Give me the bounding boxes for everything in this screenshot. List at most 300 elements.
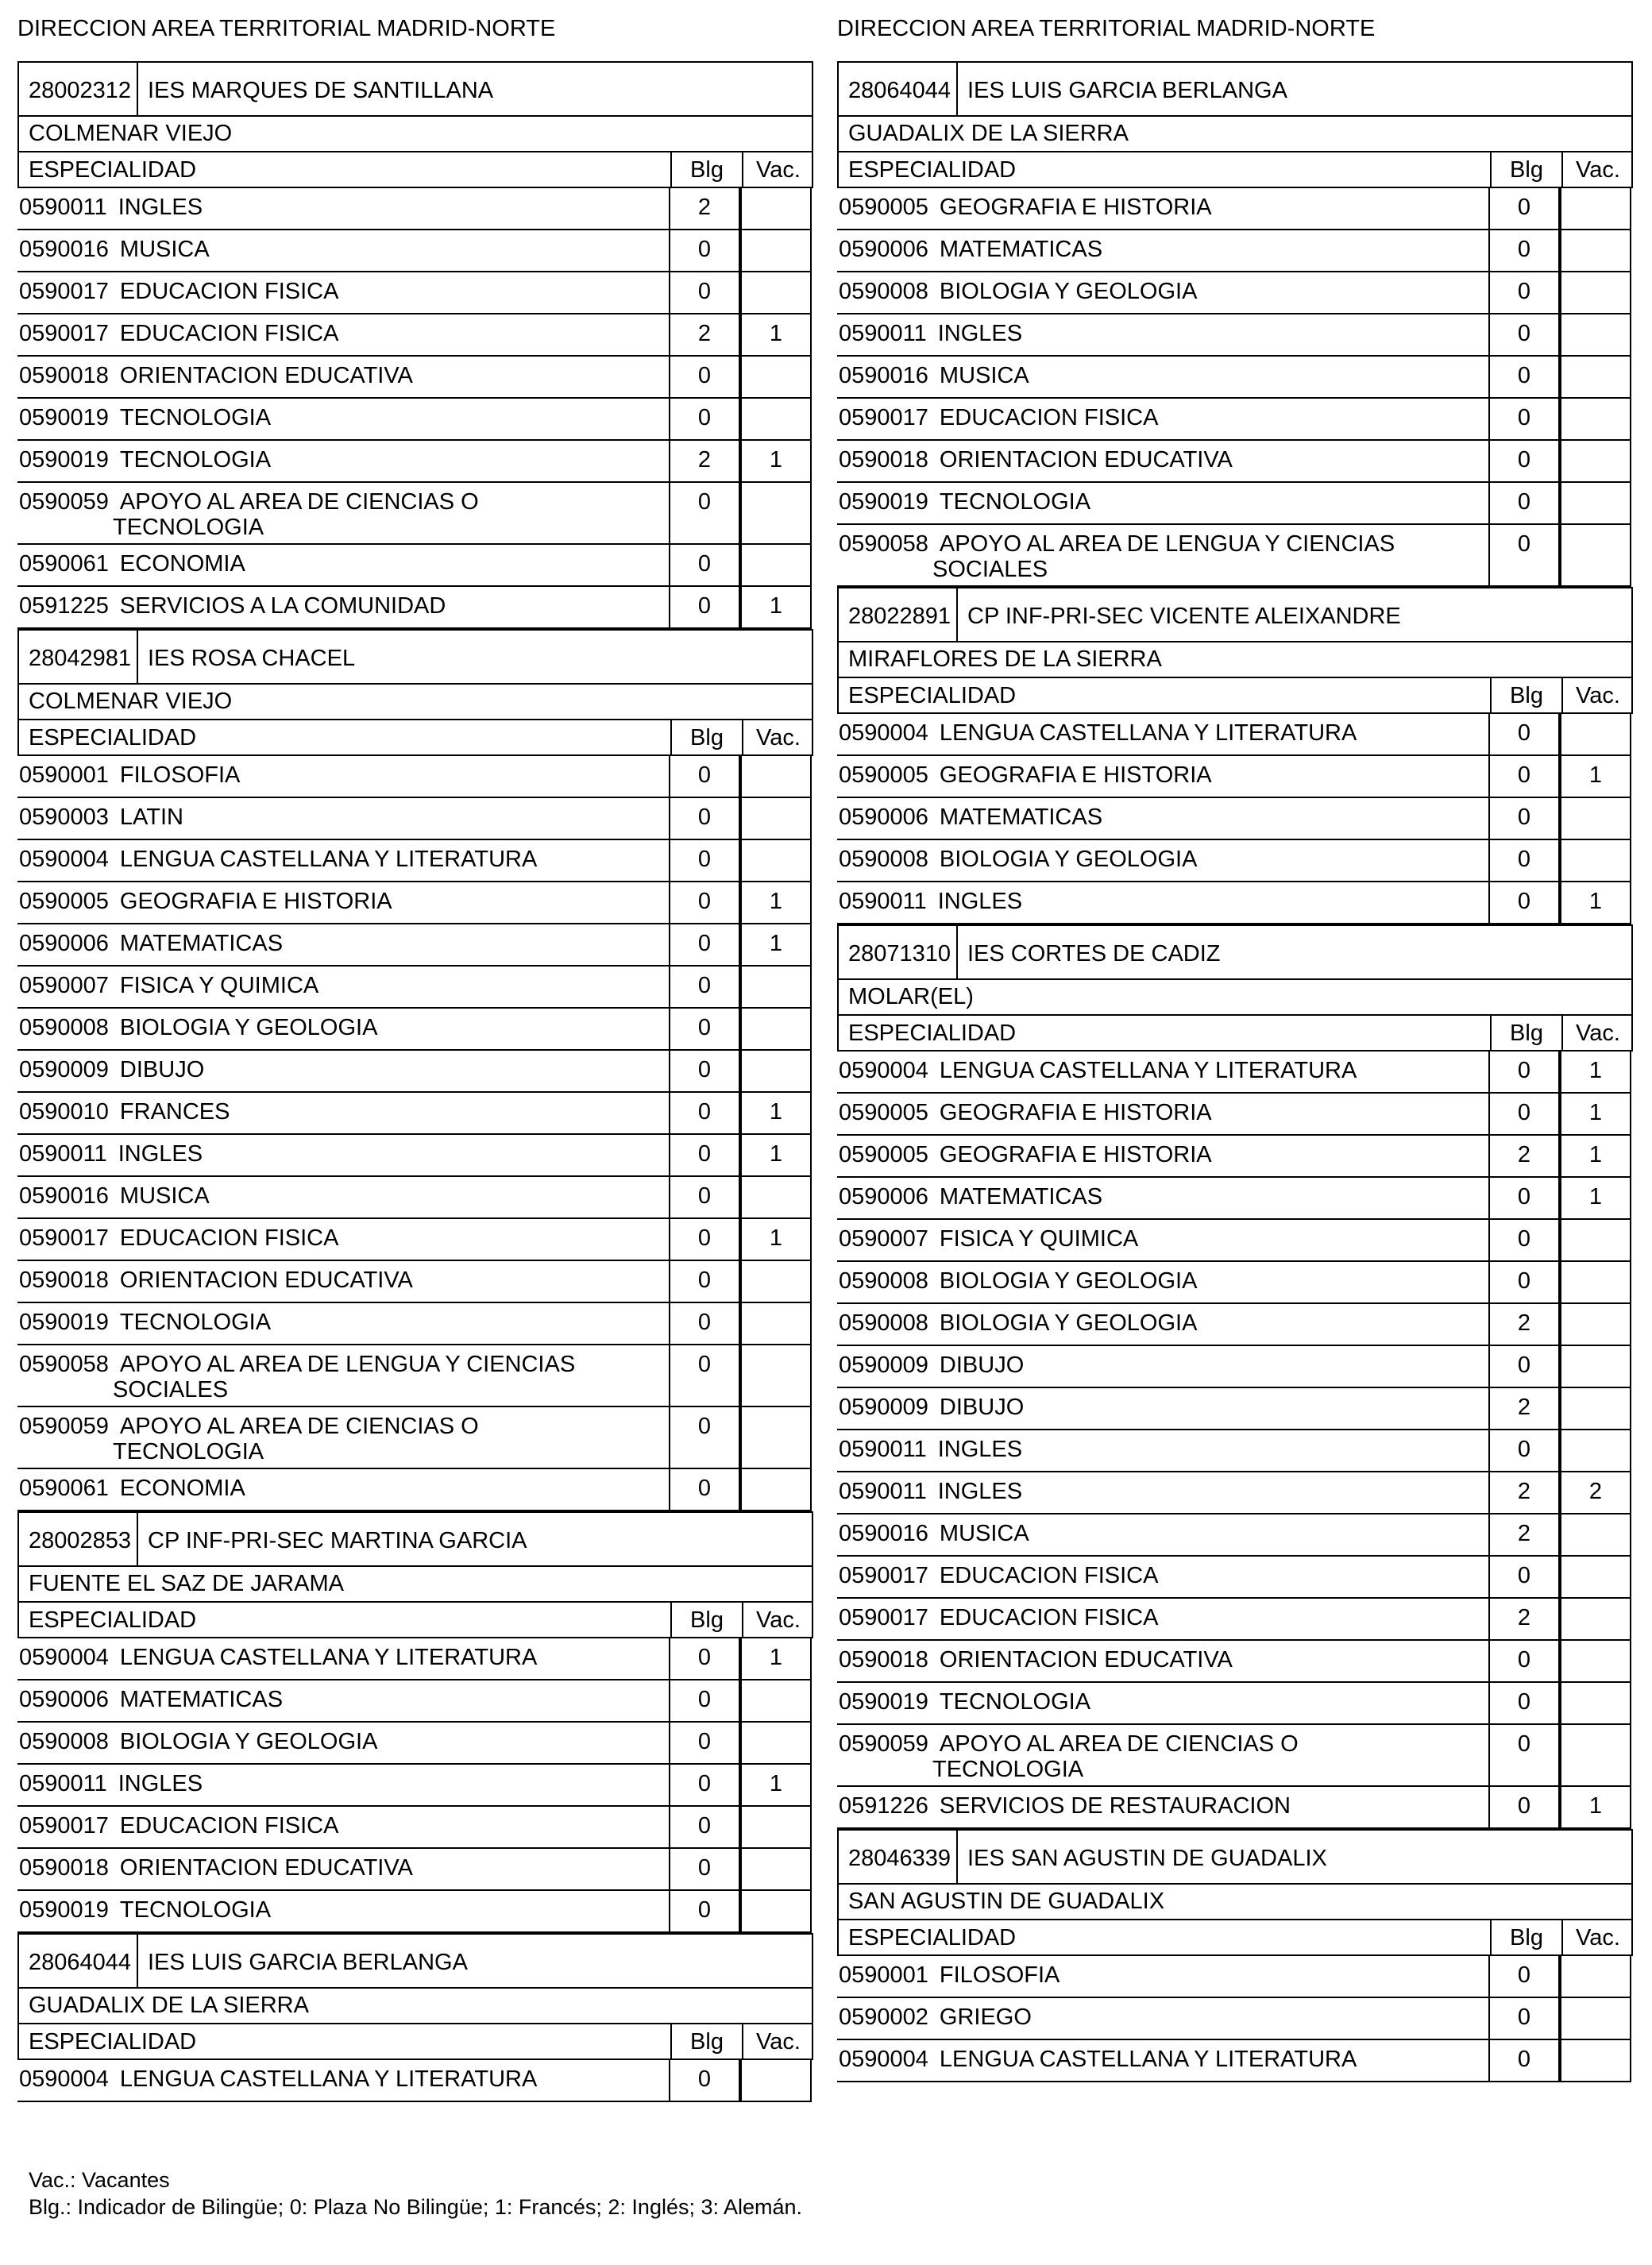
blg-cell: 0 bbox=[1488, 525, 1560, 587]
blg-cell: 0 bbox=[669, 1407, 740, 1469]
table-row bbox=[17, 230, 813, 272]
school-block bbox=[837, 924, 1633, 1829]
header-vac: Vac. bbox=[1561, 1920, 1633, 1954]
blg-cell: 0 bbox=[1488, 483, 1560, 525]
specialty-code: 0590004 bbox=[839, 1058, 928, 1083]
blg-cell: 0 bbox=[669, 272, 740, 314]
table-row bbox=[837, 1557, 1633, 1599]
vac-cell bbox=[1560, 272, 1631, 314]
table-row bbox=[837, 1599, 1633, 1641]
specialty-cell bbox=[17, 1009, 669, 1051]
specialty-name: MUSICA bbox=[939, 1521, 1029, 1546]
blg-cell: 0 bbox=[669, 1469, 740, 1511]
specialty-cell bbox=[17, 188, 669, 230]
specialty-name: INGLES bbox=[937, 889, 1023, 914]
school-block bbox=[837, 61, 1633, 587]
specialty-name: SERVICIOS A LA COMUNIDAD bbox=[119, 593, 446, 619]
table-row bbox=[17, 1638, 813, 1680]
table-row bbox=[837, 314, 1633, 357]
vac-cell: 1 bbox=[740, 924, 812, 967]
specialty-name: APOYO AL AREA DE CIENCIAS O bbox=[119, 1414, 479, 1439]
specialty-code: 0590018 bbox=[839, 447, 928, 473]
specialty-name: TECNOLOGIA bbox=[939, 489, 1091, 515]
vac-cell: 1 bbox=[740, 314, 812, 357]
table-row bbox=[17, 967, 813, 1009]
table-row bbox=[837, 1787, 1633, 1829]
specialty-name: BIOLOGIA Y GEOLOGIA bbox=[119, 1015, 378, 1040]
table-row bbox=[837, 1956, 1633, 1998]
school-header bbox=[17, 1511, 813, 1567]
table-body bbox=[17, 2060, 813, 2102]
specialty-cell bbox=[17, 756, 669, 798]
specialty-name: LENGUA CASTELLANA Y LITERATURA bbox=[939, 720, 1357, 746]
school-code: 28046339 bbox=[839, 1831, 958, 1883]
blg-cell: 0 bbox=[669, 1891, 740, 1933]
header-vac: Vac. bbox=[1561, 678, 1633, 712]
vac-cell: 1 bbox=[1560, 1136, 1631, 1178]
blg-cell: 0 bbox=[1488, 441, 1560, 483]
table-row bbox=[837, 1094, 1633, 1136]
table-row bbox=[837, 1262, 1633, 1304]
specialty-cell bbox=[17, 399, 669, 441]
specialty-code: 0590017 bbox=[839, 1563, 928, 1588]
specialty-code: 0590004 bbox=[839, 720, 928, 746]
vac-cell bbox=[1560, 1388, 1631, 1430]
vac-cell bbox=[740, 272, 812, 314]
blg-cell: 0 bbox=[669, 1680, 740, 1723]
specialty-cell bbox=[17, 441, 669, 483]
specialty-code: 0590006 bbox=[839, 805, 928, 830]
school-block bbox=[17, 1511, 813, 1933]
table-body bbox=[837, 714, 1633, 924]
vac-cell bbox=[740, 1177, 812, 1219]
specialty-code: 0590007 bbox=[19, 973, 109, 998]
specialty-name: MATEMATICAS bbox=[939, 805, 1103, 830]
blg-cell: 0 bbox=[669, 399, 740, 441]
specialty-code: 0590019 bbox=[839, 1689, 928, 1715]
blg-cell: 0 bbox=[1488, 1346, 1560, 1388]
vac-cell bbox=[740, 1849, 812, 1891]
specialty-cell bbox=[17, 1177, 669, 1219]
specialty-code: 0590017 bbox=[839, 405, 928, 430]
blg-cell: 0 bbox=[669, 1765, 740, 1807]
specialty-cell bbox=[837, 1304, 1488, 1346]
vac-cell bbox=[1560, 357, 1631, 399]
specialty-name: EDUCACION FISICA bbox=[939, 1605, 1159, 1630]
school-name: IES CORTES DE CADIZ bbox=[967, 941, 1221, 967]
specialty-cell bbox=[17, 314, 669, 357]
blg-cell: 0 bbox=[669, 1135, 740, 1177]
table-column-headers bbox=[837, 1016, 1633, 1051]
school-name: IES LUIS GARCIA BERLANGA bbox=[148, 1950, 468, 1975]
specialty-cell bbox=[17, 483, 669, 545]
vac-cell bbox=[740, 1407, 812, 1469]
column-header: DIRECCION AREA TERRITORIAL MADRID-NORTE bbox=[837, 16, 1376, 41]
specialty-name: MATEMATICAS bbox=[939, 1184, 1103, 1210]
table-row bbox=[837, 840, 1633, 882]
specialty-cell bbox=[837, 483, 1488, 525]
table-row bbox=[17, 441, 813, 483]
specialty-cell bbox=[837, 1725, 1488, 1787]
vac-cell bbox=[740, 483, 812, 545]
blg-cell: 0 bbox=[669, 1051, 740, 1093]
specialty-name: BIOLOGIA Y GEOLOGIA bbox=[939, 847, 1198, 872]
table-column-headers bbox=[837, 1920, 1633, 1956]
specialty-cell bbox=[17, 1407, 669, 1469]
table-row bbox=[17, 1219, 813, 1261]
specialty-name: LENGUA CASTELLANA Y LITERATURA bbox=[119, 847, 538, 872]
specialty-cell bbox=[837, 1641, 1488, 1683]
specialty-code: 0590017 bbox=[19, 1225, 109, 1251]
school-header bbox=[17, 1933, 813, 1989]
specialty-cell bbox=[837, 1956, 1488, 1998]
specialty-cell bbox=[837, 357, 1488, 399]
vac-cell bbox=[740, 1891, 812, 1933]
vac-cell: 1 bbox=[1560, 1094, 1631, 1136]
blg-cell: 0 bbox=[1488, 357, 1560, 399]
specialty-cell bbox=[17, 1093, 669, 1135]
specialty-name-cont: TECNOLOGIA bbox=[113, 515, 264, 540]
table-row bbox=[837, 1220, 1633, 1262]
specialty-name: ORIENTACION EDUCATIVA bbox=[939, 1647, 1233, 1673]
table-row bbox=[837, 188, 1633, 230]
table-row bbox=[837, 272, 1633, 314]
table-row bbox=[17, 314, 813, 357]
specialty-code: 0590008 bbox=[839, 1268, 928, 1294]
specialty-name: INGLES bbox=[937, 321, 1023, 346]
table-row bbox=[17, 272, 813, 314]
specialty-cell bbox=[17, 587, 669, 629]
specialty-name: MUSICA bbox=[939, 363, 1029, 388]
table-row bbox=[837, 441, 1633, 483]
table-row bbox=[17, 1849, 813, 1891]
vac-cell bbox=[1560, 798, 1631, 840]
specialty-code: 0590008 bbox=[839, 279, 928, 304]
vac-cell bbox=[1560, 188, 1631, 230]
school-code: 28064044 bbox=[839, 63, 958, 115]
table-column-headers bbox=[837, 152, 1633, 188]
specialty-name: GRIEGO bbox=[939, 2005, 1032, 2030]
blg-cell: 2 bbox=[1488, 1515, 1560, 1557]
header-especialidad: ESPECIALIDAD bbox=[29, 157, 197, 183]
table-row bbox=[17, 1177, 813, 1219]
specialty-name: FILOSOFIA bbox=[939, 1962, 1060, 1988]
specialty-name: GEOGRAFIA E HISTORIA bbox=[939, 762, 1212, 788]
blg-cell: 2 bbox=[1488, 1304, 1560, 1346]
header-especialidad: ESPECIALIDAD bbox=[848, 157, 1017, 183]
table-row bbox=[17, 2060, 813, 2102]
school-header bbox=[837, 587, 1633, 642]
school-town: MOLAR(EL) bbox=[837, 980, 1633, 1016]
blg-cell: 0 bbox=[669, 967, 740, 1009]
specialty-code: 0590005 bbox=[839, 762, 928, 788]
specialty-cell bbox=[17, 924, 669, 967]
blg-cell: 0 bbox=[669, 545, 740, 587]
table-row bbox=[17, 1723, 813, 1765]
table-column-headers bbox=[17, 152, 813, 188]
specialty-cell bbox=[837, 1515, 1488, 1557]
table-row bbox=[837, 1178, 1633, 1220]
specialty-cell bbox=[17, 272, 669, 314]
school-town: SAN AGUSTIN DE GUADALIX bbox=[837, 1885, 1633, 1920]
specialty-code: 0590011 bbox=[19, 195, 107, 220]
blg-cell: 0 bbox=[1488, 1956, 1560, 1998]
vac-cell bbox=[1560, 1599, 1631, 1641]
specialty-name: FRANCES bbox=[119, 1099, 230, 1125]
blg-cell: 2 bbox=[1488, 1388, 1560, 1430]
specialty-code: 0590017 bbox=[19, 1813, 109, 1839]
specialty-code: 0590011 bbox=[839, 1437, 927, 1462]
specialty-name: LENGUA CASTELLANA Y LITERATURA bbox=[939, 2047, 1357, 2072]
blg-cell: 0 bbox=[1488, 756, 1560, 798]
blg-cell: 2 bbox=[669, 314, 740, 357]
specialty-cell bbox=[837, 188, 1488, 230]
table-body bbox=[837, 1956, 1633, 2082]
specialty-code: 0590007 bbox=[839, 1226, 928, 1252]
table-row bbox=[837, 1346, 1633, 1388]
specialty-name: ORIENTACION EDUCATIVA bbox=[119, 1855, 413, 1881]
table-row bbox=[17, 924, 813, 967]
specialty-code: 0590005 bbox=[839, 1100, 928, 1125]
specialty-code: 0590009 bbox=[839, 1352, 928, 1378]
specialty-code: 0590010 bbox=[19, 1099, 109, 1125]
blg-cell: 0 bbox=[669, 587, 740, 629]
blg-cell: 0 bbox=[669, 1638, 740, 1680]
specialty-name: DIBUJO bbox=[939, 1352, 1025, 1378]
vac-cell: 1 bbox=[1560, 1051, 1631, 1094]
specialty-name: INGLES bbox=[118, 195, 203, 220]
blg-cell: 0 bbox=[1488, 840, 1560, 882]
specialty-code: 0590008 bbox=[19, 1015, 109, 1040]
vac-cell bbox=[1560, 1346, 1631, 1388]
table-row bbox=[17, 483, 813, 545]
specialty-code: 0590009 bbox=[839, 1395, 928, 1420]
blg-cell: 0 bbox=[669, 1261, 740, 1303]
specialty-code: 0590019 bbox=[19, 1897, 109, 1923]
vac-cell bbox=[740, 230, 812, 272]
school-name: IES MARQUES DE SANTILLANA bbox=[148, 78, 494, 103]
specialty-code: 0590003 bbox=[19, 805, 109, 830]
blg-cell: 0 bbox=[1488, 1051, 1560, 1094]
vac-cell bbox=[740, 357, 812, 399]
specialty-name-cont: SOCIALES bbox=[113, 1377, 229, 1403]
table-row bbox=[17, 798, 813, 840]
specialty-cell bbox=[837, 1599, 1488, 1641]
specialty-code: 0590004 bbox=[19, 2066, 109, 2092]
table-row bbox=[837, 357, 1633, 399]
vac-cell bbox=[740, 756, 812, 798]
vac-cell bbox=[1560, 399, 1631, 441]
specialty-code: 0590011 bbox=[19, 1141, 107, 1167]
blg-cell: 2 bbox=[1488, 1599, 1560, 1641]
specialty-cell bbox=[837, 441, 1488, 483]
specialty-name: EDUCACION FISICA bbox=[939, 1563, 1159, 1588]
specialty-cell bbox=[17, 1051, 669, 1093]
blg-cell: 0 bbox=[1488, 1220, 1560, 1262]
school-town: MIRAFLORES DE LA SIERRA bbox=[837, 642, 1633, 678]
school-header bbox=[17, 61, 813, 117]
table-row bbox=[837, 1304, 1633, 1346]
vac-cell: 1 bbox=[1560, 1178, 1631, 1220]
specialty-name: MATEMATICAS bbox=[119, 1687, 284, 1712]
specialty-cell bbox=[17, 1469, 669, 1511]
blg-cell: 2 bbox=[669, 188, 740, 230]
blg-cell: 2 bbox=[1488, 1136, 1560, 1178]
specialty-cell bbox=[837, 1346, 1488, 1388]
vac-cell: 2 bbox=[1560, 1472, 1631, 1515]
specialty-cell bbox=[837, 1557, 1488, 1599]
table-row bbox=[17, 1009, 813, 1051]
school-block bbox=[837, 587, 1633, 924]
footer-line-vac: Vac.: Vacantes bbox=[29, 2168, 170, 2192]
table-row bbox=[17, 1765, 813, 1807]
specialty-name: EDUCACION FISICA bbox=[939, 405, 1159, 430]
specialty-name: LENGUA CASTELLANA Y LITERATURA bbox=[119, 1645, 538, 1670]
specialty-name: EDUCACION FISICA bbox=[119, 1225, 339, 1251]
blg-cell: 0 bbox=[1488, 798, 1560, 840]
specialty-code: 0590019 bbox=[19, 405, 109, 430]
school-header bbox=[17, 629, 813, 685]
specialty-name: APOYO AL AREA DE LENGUA Y CIENCIAS bbox=[119, 1352, 576, 1377]
blg-cell: 0 bbox=[669, 1177, 740, 1219]
vac-cell bbox=[740, 1345, 812, 1407]
specialty-code: 0590011 bbox=[839, 1479, 927, 1504]
specialty-cell bbox=[837, 1094, 1488, 1136]
specialty-cell bbox=[17, 1261, 669, 1303]
blg-cell: 0 bbox=[669, 756, 740, 798]
header-especialidad: ESPECIALIDAD bbox=[848, 1925, 1017, 1951]
specialty-code: 0590002 bbox=[839, 2005, 928, 2030]
blg-cell: 0 bbox=[669, 1303, 740, 1345]
school-block bbox=[17, 1933, 813, 2102]
header-especialidad: ESPECIALIDAD bbox=[29, 2029, 197, 2055]
specialty-name-cont: SOCIALES bbox=[932, 557, 1048, 582]
table-column-headers bbox=[17, 2024, 813, 2060]
specialty-name: ORIENTACION EDUCATIVA bbox=[119, 363, 413, 388]
table-row bbox=[17, 840, 813, 882]
header-vac: Vac. bbox=[742, 2024, 813, 2059]
vac-cell bbox=[1560, 441, 1631, 483]
table-row bbox=[17, 1303, 813, 1345]
specialty-cell bbox=[837, 840, 1488, 882]
specialty-cell bbox=[17, 1807, 669, 1849]
table-row bbox=[17, 1261, 813, 1303]
vac-cell: 1 bbox=[740, 1135, 812, 1177]
blg-cell: 0 bbox=[669, 924, 740, 967]
header-blg: Blg bbox=[1490, 678, 1561, 712]
vac-cell bbox=[740, 188, 812, 230]
blg-cell: 0 bbox=[1488, 1641, 1560, 1683]
specialty-name: TECNOLOGIA bbox=[119, 1310, 272, 1335]
blg-cell: 2 bbox=[669, 441, 740, 483]
school-town: COLMENAR VIEJO bbox=[17, 685, 813, 720]
specialty-cell bbox=[837, 1178, 1488, 1220]
table-row bbox=[17, 1135, 813, 1177]
vac-cell bbox=[1560, 230, 1631, 272]
specialty-cell bbox=[837, 399, 1488, 441]
school-town: FUENTE EL SAZ DE JARAMA bbox=[17, 1567, 813, 1603]
specialty-name: FISICA Y QUIMICA bbox=[119, 973, 319, 998]
blg-cell: 0 bbox=[1488, 1557, 1560, 1599]
specialty-code: 0591225 bbox=[19, 593, 109, 619]
specialty-name: INGLES bbox=[118, 1771, 203, 1796]
specialty-cell bbox=[17, 545, 669, 587]
table-row bbox=[17, 756, 813, 798]
specialty-cell bbox=[17, 840, 669, 882]
school-town: GUADALIX DE LA SIERRA bbox=[17, 1989, 813, 2024]
table-row bbox=[17, 1807, 813, 1849]
header-blg: Blg bbox=[670, 720, 742, 754]
vac-cell bbox=[740, 1680, 812, 1723]
table-row bbox=[837, 230, 1633, 272]
specialty-cell bbox=[837, 1220, 1488, 1262]
table-row bbox=[837, 399, 1633, 441]
school-code: 28064044 bbox=[19, 1935, 138, 1987]
blg-cell: 0 bbox=[1488, 2040, 1560, 2082]
vac-cell bbox=[740, 545, 812, 587]
specialty-name: INGLES bbox=[118, 1141, 203, 1167]
specialty-code: 0590005 bbox=[839, 1142, 928, 1167]
specialty-name-cont: TECNOLOGIA bbox=[932, 1757, 1084, 1782]
specialty-code: 0590001 bbox=[19, 762, 109, 788]
school-name: CP INF-PRI-SEC MARTINA GARCIA bbox=[148, 1528, 527, 1553]
specialty-code: 0590006 bbox=[19, 1687, 109, 1712]
specialty-cell bbox=[17, 1638, 669, 1680]
specialty-cell bbox=[837, 1051, 1488, 1094]
footer-line-blg: Blg.: Indicador de Bilingüe; 0: Plaza No Bilingüe; 1: Francés; 2: Inglés; 3: Alemán. bbox=[29, 2195, 803, 2219]
vac-cell bbox=[740, 399, 812, 441]
table-row bbox=[837, 2040, 1633, 2082]
school-block bbox=[837, 1829, 1633, 2082]
table-row bbox=[17, 1051, 813, 1093]
specialty-code: 0590005 bbox=[19, 889, 109, 914]
specialty-cell bbox=[837, 798, 1488, 840]
vac-cell: 1 bbox=[1560, 1787, 1631, 1829]
table-row bbox=[17, 1891, 813, 1933]
column-header: DIRECCION AREA TERRITORIAL MADRID-NORTE bbox=[17, 16, 556, 41]
vac-cell: 1 bbox=[740, 441, 812, 483]
specialty-code: 0590017 bbox=[839, 1605, 928, 1630]
table-column-headers bbox=[17, 720, 813, 756]
specialty-name: TECNOLOGIA bbox=[119, 447, 272, 473]
vac-cell: 1 bbox=[740, 1638, 812, 1680]
table-row bbox=[837, 483, 1633, 525]
vac-cell bbox=[1560, 1725, 1631, 1787]
blg-cell: 0 bbox=[1488, 1683, 1560, 1725]
specialty-cell bbox=[837, 230, 1488, 272]
blg-cell: 0 bbox=[669, 1009, 740, 1051]
vac-cell bbox=[1560, 1220, 1631, 1262]
table-column-headers bbox=[17, 1603, 813, 1638]
table-row bbox=[837, 1430, 1633, 1472]
specialty-code: 0590058 bbox=[839, 531, 928, 557]
table-row bbox=[17, 1469, 813, 1511]
table-row bbox=[837, 1998, 1633, 2040]
blg-cell: 0 bbox=[669, 1093, 740, 1135]
table-row bbox=[837, 1515, 1633, 1557]
specialty-name: EDUCACION FISICA bbox=[119, 1813, 339, 1839]
school-name: IES LUIS GARCIA BERLANGA bbox=[967, 78, 1287, 103]
specialty-name: INGLES bbox=[937, 1479, 1023, 1504]
vac-cell bbox=[740, 798, 812, 840]
specialty-code: 0590018 bbox=[19, 1268, 109, 1293]
specialty-name: EDUCACION FISICA bbox=[119, 279, 339, 304]
specialty-name: SERVICIOS DE RESTAURACION bbox=[939, 1793, 1291, 1819]
specialty-code: 0590005 bbox=[839, 195, 928, 220]
specialty-cell bbox=[837, 1472, 1488, 1515]
specialty-code: 0590018 bbox=[839, 1647, 928, 1673]
blg-cell: 0 bbox=[1488, 1178, 1560, 1220]
